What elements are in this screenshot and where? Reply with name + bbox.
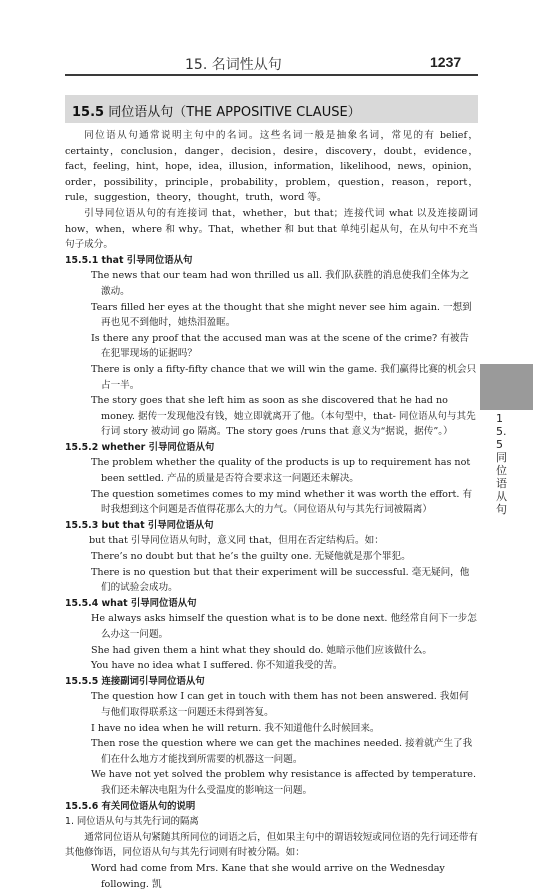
point-heading: 1. 同位语从句与其先行词的隔离 [65,816,199,828]
example-sentence: The question how I can get in touch with them has not been answered. 我如何与他们取得联系这一问题还未得到答复。 [91,691,469,718]
subsection-lead: but that 引导同位语从句时，意义同 that，但用在否定结构后。如： [89,535,384,547]
example-sentence: The news that our team had won thrilled us all. 我们队获胜的消息使我们全体为之激动。 [91,270,470,297]
page-number: 1237 [430,54,462,70]
example-sentence: The story goes that she left him as soon as she discovered that he had no money. 据传一发现他没有钱，她立即就离开了他。（本句型中，that- 同位语从句与其先行词 story 被动词 go 隔离。The story goes /runs that 意义为“据说，据传”。） [91,395,476,438]
intro-paragraph-2: 引导同位语从句的有连接词 that，whether，but that；连接代词 what 以及连接副词 how，when，where 和 why。That，whether 和 but that 单纯引起从句，在从句中不充当句子成分。 [65,207,478,251]
example-sentence: We have not yet solved the problem why resistance is affected by temperature. 我们还未解决电阻为什么受温度的影响这一问题。 [91,769,477,796]
section-title-text: 同位语从句（THE APPOSITIVE CLAUSE） [108,105,361,120]
header-rule [65,74,478,76]
subsection-heading: 15.5.5 连接副词引导同位语从句 [65,675,205,687]
example-sentence: He always asks himself the question what is to be done next. 他经常自问下一步怎么办这一问题。 [91,613,477,640]
example-sentence: Tears filled her eyes at the thought that she might never see him again. 一想到再也见不到他时，她热泪盈眶。 [91,301,472,329]
example-sentence: Is there any proof that the accused man was at the scene of the crime? 有被告在犯罪现场的证据吗？ [91,332,470,360]
example-sentence: There’s no doubt but that he’s the guilty one. 无疑他就是那个罪犯。 [91,551,411,563]
subsection-heading: 15.5.3 but that 引导同位语从句 [65,519,214,531]
subsection-heading: 15.5.1 that 引导同位语从句 [65,254,193,266]
example-sentence: The problem whether the quality of the products is up to requirement has not been settled. 产品的质量是否符合要求这一问题还未解决。 [91,457,471,485]
page-header [0,0,533,86]
side-tab-label: 15.5 同位语从句 [496,412,507,516]
example-sentence: Then rose the question where we can get the machines needed. 接着就产生了我们在什么地方才能找到所需要的机器这一问题。 [91,738,473,765]
example-sentence: There is only a fifty-fifty chance that we will win the game. 我们赢得比赛的机会只占一半。 [91,363,477,391]
body-paragraph: 通常同位语从句紧随其所同位的词语之后，但如果主句中的谓语较短或同位语的先行词还带有其他修饰语，同位语从句与其先行词则有时被分隔。如： [65,831,478,859]
page-body [65,128,478,892]
example-sentence: The question sometimes comes to my mind whether it was worth the effort. 有时我想到这个问题是否值得花那么大的力气。（同位语从句与其先行词被隔离） [91,488,473,516]
example-sentence: Word had come from Mrs. Kane that she would arrive on the Wednesday following. 凯 [91,862,445,890]
subsection-heading: 15.5.6 有关同位语从句的说明 [65,800,196,812]
example-sentence: She had given them a hint what they should do. 她暗示他们应该做什么。 [91,644,432,656]
subsection-heading: 15.5.2 whether 引导同位语从句 [65,441,215,453]
section-title [72,101,361,120]
side-tab [480,364,533,410]
running-head: 15. 名词性从句 [185,57,282,73]
example-sentence: I have no idea when he will return. 我不知道他什么时候回来。 [91,722,380,734]
subsection-heading: 15.5.4 what 引导同位语从句 [65,597,197,609]
example-sentence: There is no question but that their experiment will be successful. 毫无疑问，他们的试验会成功。 [91,566,470,594]
intro-paragraph-1: 同位语从句通常说明主句中的名词。这些名词一般是抽象名词，常见的有 belief，certainty，conclusion，danger，decision，desire，discovery，doubt，evidence，fact，feeling，hint，hope，idea，illusion，information，likelihood，news，opinion，order，possibility，principle，probability，problem，question，reason，report，rule，suggestion，theory，thought，truth，word 等。 [65,130,478,204]
example-sentence: You have no idea what I suffered. 你不知道我受的苦。 [91,660,343,672]
section-number: 15.5 [72,105,105,120]
